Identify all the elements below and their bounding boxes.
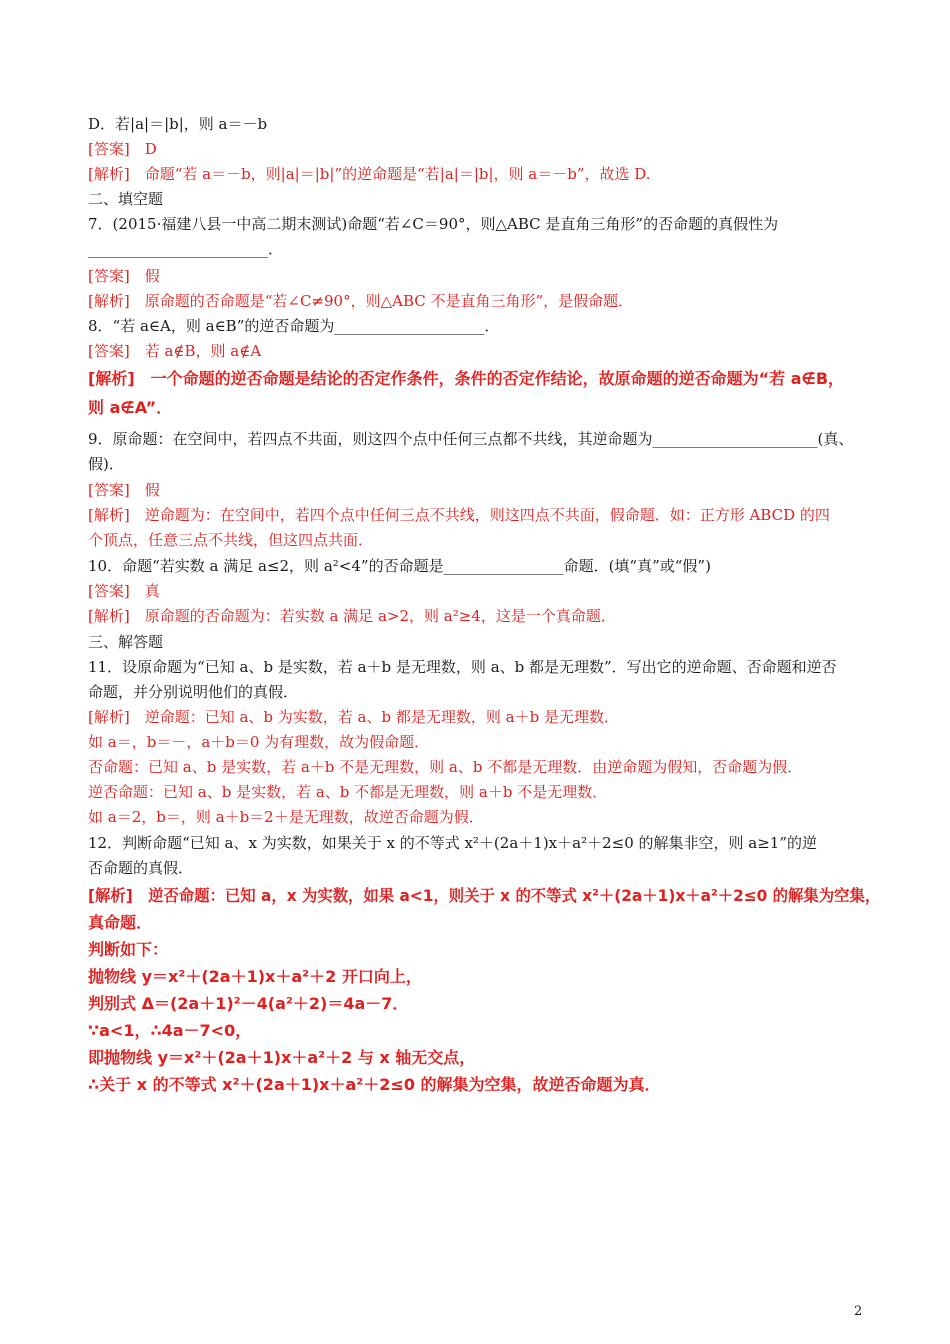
text-line: 10．命题“若实数 a 满足 a≤2，则 a²<4”的否命题是________________命题．(填“真”或“假”) bbox=[88, 557, 711, 575]
text-line: 命题，并分别说明他们的真假． bbox=[88, 683, 299, 701]
text-line: [答案] 假 bbox=[88, 267, 160, 285]
text-line: [解析] 一个命题的逆否命题是结论的否定作条件，条件的否定作结论，故原命题的逆否命题为“若 a∉B， bbox=[88, 369, 845, 388]
text-line: 8．“若 a∈A，则 a∈B”的逆否命题为____________________． bbox=[88, 317, 500, 335]
text-line: 个顶点，任意三点不共线，但这四点共面． bbox=[88, 531, 374, 549]
text-line: 判别式 Δ＝(2a＋1)²－4(a²＋2)＝4a－7． bbox=[88, 994, 409, 1013]
text-line: 7．(2015·福建八县一中高二期末测试)命题“若∠C＝90°，则△ABC 是直角三角形”的否命题的真假性为 bbox=[88, 215, 779, 233]
text-line: [答案] 假 bbox=[88, 481, 160, 499]
text-line: 否命题的真假． bbox=[88, 859, 194, 877]
text-line: ________________________． bbox=[88, 240, 284, 258]
text-line: [解析] 原命题的否命题是“若∠C≠90°，则△ABC 不是直角三角形”，是假命题． bbox=[88, 292, 634, 310]
text-line: 真命题． bbox=[88, 913, 153, 932]
text-line: 假)． bbox=[88, 455, 124, 473]
page-number: 2 bbox=[854, 1304, 863, 1319]
text-line: 即抛物线 y＝x²＋(2a＋1)x＋a²＋2 与 x 轴无交点， bbox=[88, 1048, 476, 1067]
text-line: 如 a＝，b＝－，a＋b＝0 为有理数，故为假命题． bbox=[88, 733, 430, 751]
text-line: 否命题：已知 a、b 是实数，若 a＋b 不是无理数，则 a、b 不都是无理数．由逆命题为假知，否命题为假． bbox=[88, 758, 803, 776]
text-line: 三、解答题 bbox=[88, 633, 164, 651]
text-line: 逆否命题：已知 a、b 是实数，若 a、b 不都是无理数，则 a＋b 不是无理数． bbox=[88, 783, 608, 801]
text-line: [解析] 逆否命题：已知 a，x 为实数，如果 a<1，则关于 x 的不等式 x²＋(2a＋1)x＋a²＋2≤0 的解集为空集， bbox=[88, 886, 881, 905]
text-line: ∴关于 x 的不等式 x²＋(2a＋1)x＋a²＋2≤0 的解集为空集，故逆否命题为真． bbox=[88, 1075, 661, 1094]
text-line: 则 a∉A”． bbox=[88, 398, 173, 417]
text-line: [答案] 若 a∉B，则 a∉A bbox=[88, 342, 262, 360]
text-line: 11．设原命题为“已知 a、b 是实数，若 a＋b 是无理数，则 a、b 都是无理数”．写出它的逆命题、否命题和逆否 bbox=[88, 658, 837, 676]
text-line: 判断如下： bbox=[88, 940, 169, 959]
text-line: [解析] 逆命题为：在空间中，若四个点中任何三点不共线，则这四点不共面，假命题．如：正方形 ABCD 的四 bbox=[88, 506, 830, 524]
text-line: [解析] 命题“若 a＝－b，则|a|＝|b|”的逆命题是“若|a|＝|b|，则 a＝－b”，故选 D. bbox=[88, 165, 651, 183]
text-line: [答案] D bbox=[88, 140, 157, 158]
text-line: [解析] 逆命题：已知 a、b 为实数，若 a、b 都是无理数，则 a＋b 是无理数． bbox=[88, 708, 619, 726]
text-line: [解析] 原命题的否命题为：若实数 a 满足 a>2，则 a²≥4，这是一个真命题． bbox=[88, 607, 616, 625]
text-line: [答案] 真 bbox=[88, 582, 160, 600]
text-line: 抛物线 y＝x²＋(2a＋1)x＋a²＋2 开口向上， bbox=[88, 967, 422, 986]
text-line: D．若|a|＝|b|，则 a＝－b bbox=[88, 115, 268, 133]
text-line: 如 a＝2，b＝，则 a＋b＝2＋是无理数，故逆否命题为假． bbox=[88, 808, 484, 826]
text-line: 12．判断命题“已知 a、x 为实数，如果关于 x 的不等式 x²＋(2a＋1)x＋a²＋2≤0 的解集非空，则 a≥1”的逆 bbox=[88, 834, 817, 852]
text-line: 9．原命题：在空间中，若四点不共面，则这四个点中任何三点都不共线，其逆命题为______________________(真、 bbox=[88, 430, 854, 448]
text-line: ∵a<1，∴4a－7<0， bbox=[88, 1021, 252, 1040]
text-line: 二、填空题 bbox=[88, 190, 164, 208]
